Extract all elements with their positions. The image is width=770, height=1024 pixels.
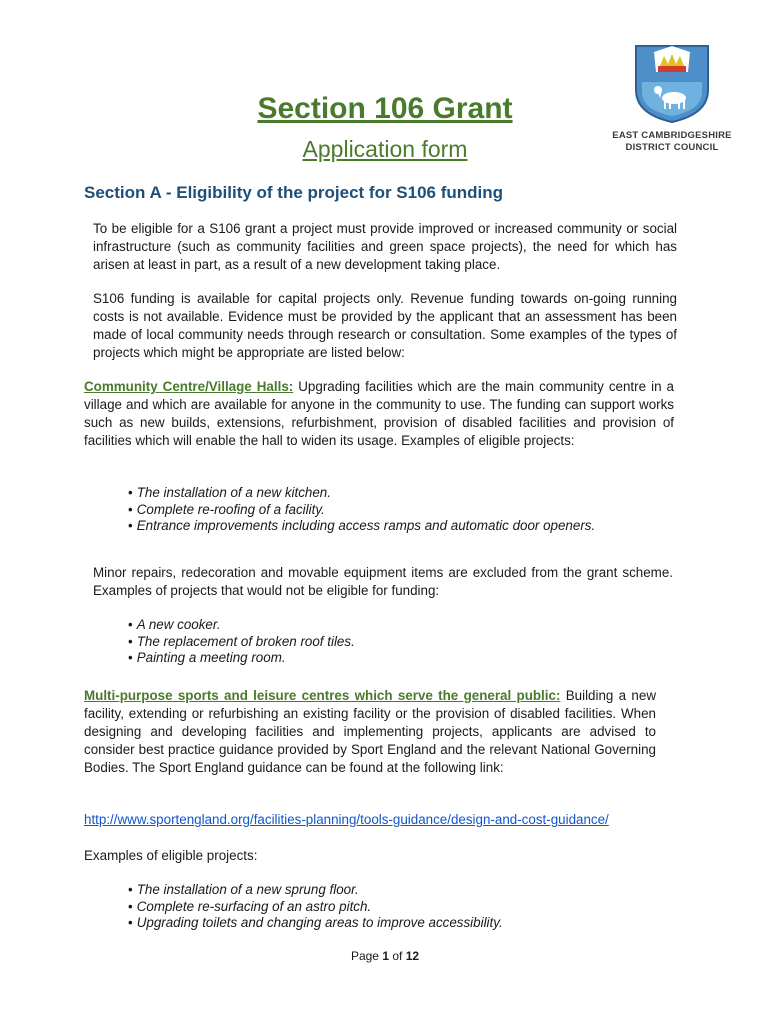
list-item: • The replacement of broken roof tiles. bbox=[128, 634, 355, 651]
excluded-items-paragraph: Minor repairs, redecoration and movable equipment items are excluded from the grant scheme. Examples of projects that would not be eligible for funding: bbox=[93, 565, 673, 598]
page-title: Section 106 Grant bbox=[257, 92, 513, 125]
council-name-line2: DISTRICT COUNCIL bbox=[625, 142, 719, 153]
sports-centres-text: Building a new facility, extending or refurbishing an existing facility or the provision of disabled facilities. When designing and developing facilities and implementing projects, applicants are advised to consider best practice guidance provided by Sport England and the relevant National Governing Bodies. The Sport England guidance can be found at the following link: bbox=[84, 688, 656, 775]
list-item: • Complete re-roofing of a facility. bbox=[128, 502, 595, 519]
page-number: Page 1 of 12 bbox=[350, 949, 420, 963]
sports-centres-paragraph bbox=[84, 687, 656, 777]
list-item: • The installation of a new sprung floor. bbox=[128, 882, 503, 899]
community-centre-text: Upgrading facilities which are the main community centre in a village and which are available for anyone in the community to use. The funding can support works such as new builds, extensions, refurbishment, provision of disabled facilities and provision of facilities which will enable the hall to widen its usage. Examples of eligible projects: bbox=[84, 379, 674, 448]
community-centre-heading: Community Centre/Village Halls: bbox=[84, 379, 294, 394]
council-name-line1: EAST CAMBRIDGESHIRE bbox=[612, 130, 732, 141]
list-item: • Painting a meeting room. bbox=[128, 650, 355, 667]
eligibility-paragraph: To be eligible for a S106 grant a project must provide improved or increased community or social infrastructure (such as community facilities and green space projects), the need for which has arisen at least in part, as a result of a new development taking place. bbox=[93, 221, 677, 272]
ineligible-projects-list bbox=[128, 617, 355, 667]
section-a-heading: Section A - Eligibility of the project for S106 funding bbox=[84, 183, 504, 202]
list-item: • Upgrading toilets and changing areas to improve accessibility. bbox=[128, 915, 503, 932]
list-item: • Entrance improvements including access ramps and automatic door openers. bbox=[128, 518, 595, 535]
sports-centres-heading: Multi-purpose sports and leisure centres which serve the general public: bbox=[84, 688, 561, 703]
list-item: • The installation of a new kitchen. bbox=[128, 485, 595, 502]
sport-england-guidance-link[interactable]: http://www.sportengland.org/facilities-planning/tools-guidance/design-and-cost-guidance/ bbox=[84, 812, 609, 827]
sports-examples-label: Examples of eligible projects: bbox=[84, 848, 258, 863]
page-subtitle: Application form bbox=[302, 136, 468, 162]
community-centre-paragraph bbox=[84, 378, 674, 450]
sports-eligible-list bbox=[128, 882, 503, 932]
eligible-projects-list bbox=[128, 485, 595, 535]
capital-funding-paragraph: S106 funding is available for capital projects only. Revenue funding towards on-going running costs is not available. Evidence must be provided by the applicant that an assessment has been made of local community needs through research or consultation. Some examples of the types of projects which might be appropriate are listed below: bbox=[93, 291, 677, 360]
list-item: • Complete re-surfacing of an astro pitch. bbox=[128, 899, 503, 916]
list-item: • A new cooker. bbox=[128, 617, 355, 634]
